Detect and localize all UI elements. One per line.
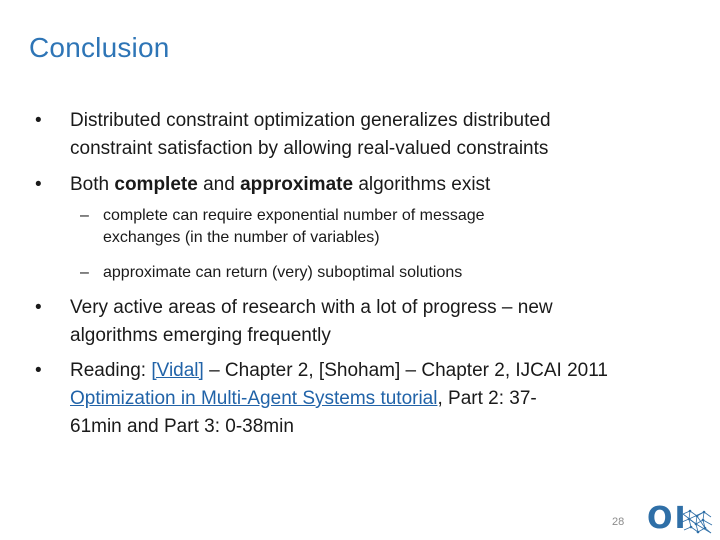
dash-icon: –	[80, 207, 89, 224]
bullet-1-line-2: constraint satisfaction by allowing real-valued constraints	[70, 138, 549, 159]
bullet-2-pre: Both	[70, 174, 115, 195]
reading-label: Reading:	[70, 360, 152, 381]
dash-icon: –	[80, 264, 89, 281]
sub-bullet-2-line-1: approximate can return (very) suboptimal solutions	[103, 264, 463, 281]
logo-network-icon	[680, 508, 714, 536]
bullet-icon: •	[35, 297, 42, 318]
bullet-2-post: algorithms exist	[353, 174, 491, 195]
bullet-1	[35, 107, 690, 163]
bullet-3-line-1: Very active areas of research with a lot of progress – new	[70, 297, 553, 318]
oi-logo: OI	[647, 501, 688, 536]
page-number: 28	[612, 516, 625, 528]
bullet-3-line-2: algorithms emerging frequently	[70, 325, 331, 346]
bullet-3	[35, 294, 690, 350]
bullet-4-line-3: 61min and Part 3: 0-38min	[70, 416, 294, 437]
sub-bullet-2	[80, 262, 643, 284]
bullet-2	[35, 171, 690, 199]
slide-title: Conclusion	[29, 32, 170, 63]
reading-part-2: , Part 2: 37-	[437, 388, 537, 409]
bullet-icon: •	[35, 174, 42, 195]
bullet-icon: •	[35, 360, 42, 381]
tutorial-link[interactable]: Optimization in Multi-Agent Systems tutorial	[70, 388, 438, 409]
sub-bullet-1	[80, 205, 643, 249]
bullet-1-line-1: Distributed constraint optimization generalizes distributed	[70, 110, 551, 131]
sub-bullet-1-line-2: exchanges (in the number of variables)	[103, 229, 380, 246]
bullet-4-line-1	[70, 357, 690, 385]
sub-bullet-1-line-1: complete can require exponential number of message	[103, 207, 485, 224]
reading-chapters: – Chapter 2, [Shoham] – Chapter 2, IJCAI 2011	[203, 360, 608, 381]
vidal-link[interactable]: [Vidal]	[151, 360, 204, 381]
bullet-4-line-2	[70, 385, 690, 413]
bullet-4	[35, 357, 690, 441]
bullet-2-approximate: approximate	[240, 174, 354, 195]
bullet-2-complete: complete	[114, 174, 198, 195]
bullet-2-mid: and	[197, 174, 241, 195]
bullet-icon: •	[35, 110, 42, 131]
